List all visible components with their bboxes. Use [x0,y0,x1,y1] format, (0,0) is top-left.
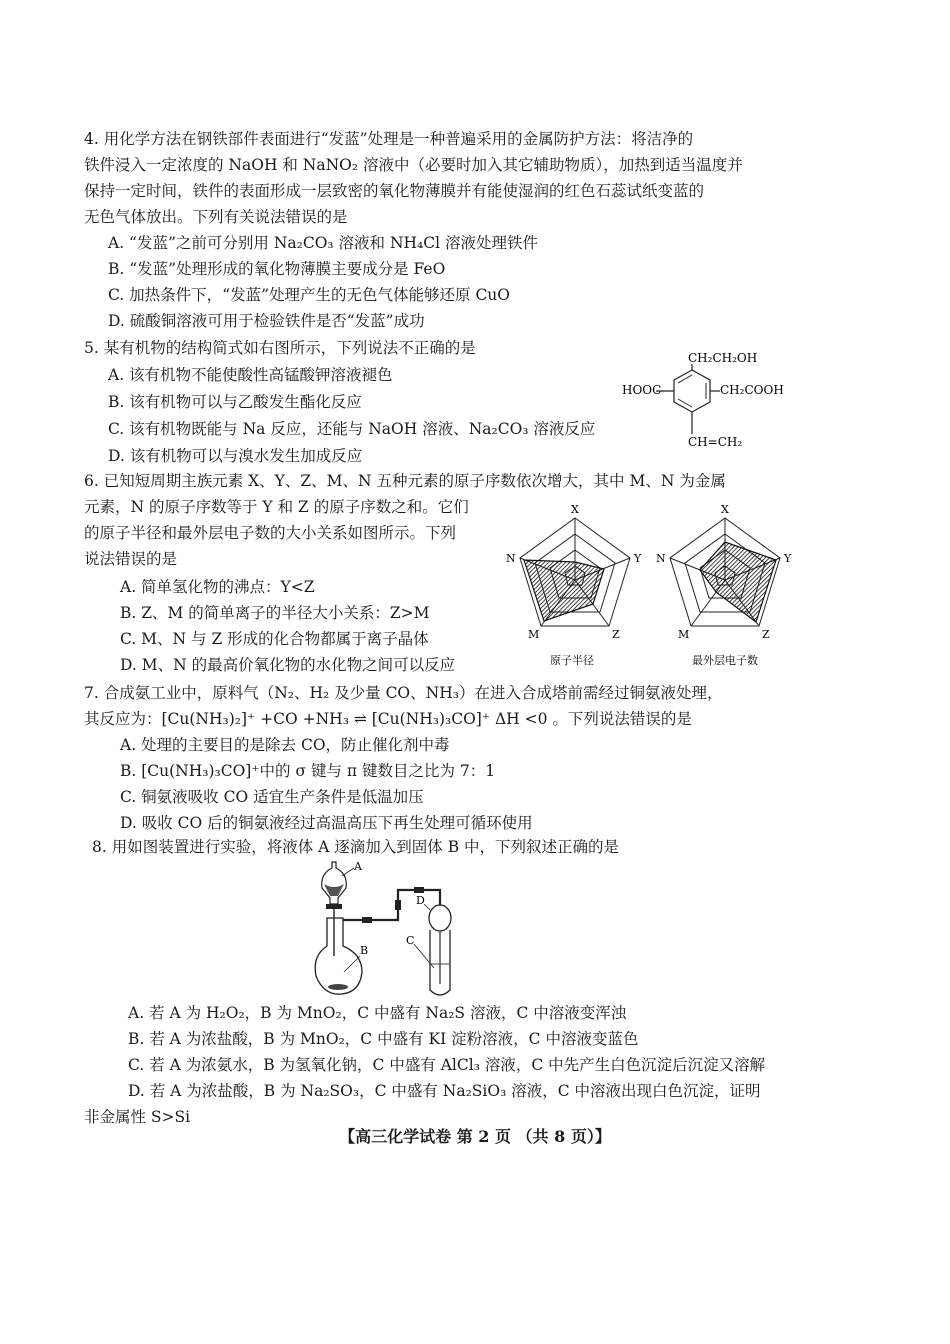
radar-label-m: M [678,628,690,641]
q6-stem-line: 元素，N 的原子序数等于 Y 和 Z 的原子序数之和。它们 [84,498,469,516]
q5-right-group: CH₂COOH [720,383,784,397]
round-bottom-flask [315,918,362,994]
q6-stem-line: 6. 已知短周期主族元素 X、Y、Z、M、N 五种元素的原子序数依次增大，其中 M、N 为金属 [84,472,726,490]
radar-label-z: Z [762,628,770,641]
radar-label-n: N [656,552,666,565]
separatory-funnel [322,862,347,904]
q6-option-c: C. M、N 与 Z 形成的化合物都属于离子晶体 [120,630,429,648]
q7-option-d: D. 吸收 CO 后的铜氨液经过高温高压下再生处理可循环使用 [120,814,533,832]
label-line-d [424,904,430,910]
q5-option-b: B. 该有机物可以与乙酸发生酯化反应 [108,393,362,411]
label-line-b [344,956,360,972]
q8-option-a: A. 若 A 为 H₂O₂，B 为 MnO₂，C 中盛有 Na₂S 溶液，C 中溶液变浑浊 [128,1004,627,1022]
q4-stem-line: 无色气体放出。下列有关说法错误的是 [84,208,348,226]
tube-connector [395,900,401,910]
q5-stem: 5. 某有机物的结构简式如右图所示，下列说法不正确的是 [84,339,476,357]
radar-label-x: X [571,503,579,516]
radar-label-z: Z [612,628,620,641]
q4-stem-line: 铁件浸入一定浓度的 NaOH 和 NaNO₂ 溶液中（必要时加入其它辅助物质），加热到适当温度并 [84,156,743,174]
bulb-d [429,905,451,931]
q4-option-d: D. 硫酸铜溶液可用于检验铁件是否“发蓝”成功 [108,312,425,330]
q6-stem-line: 说法错误的是 [84,550,178,568]
q8-option-d-continued: 非金属性 S>Si [84,1108,191,1126]
label-b: B [360,944,369,957]
radar-label-y: Y [634,552,642,565]
q5-option-d: D. 该有机物可以与溴水发生加成反应 [108,447,363,465]
q7-option-b: B. [Cu(NH₃)₃CO]⁺中的 σ 键与 π 键数目之比为 7：1 [120,762,496,780]
q5-option-a: A. 该有机物不能使酸性高锰酸钾溶液褪色 [108,366,393,384]
label-c: C [406,934,415,947]
radar-atomic-radius [506,503,642,667]
radar-valence-electrons [656,503,792,667]
radar-label-m: M [528,628,540,641]
q8-option-c: C. 若 A 为浓氨水，B 为氢氧化钠，C 中盛有 AlCl₃ 溶液，C 中先产生白色沉淀后沉淀又溶解 [128,1056,766,1074]
q7-stem-line: 7. 合成氨工业中，原料气（N₂、H₂ 及少量 CO、NH₃）在进入合成塔前需经过铜氨液处理， [84,684,723,702]
q6-option-a: A. 简单氢化物的沸点：Y<Z [120,578,315,596]
benzene-ring [674,370,710,412]
tube-connector [414,887,424,893]
q4-option-c: C. 加热条件下，“发蓝”处理产生的无色气体能够还原 CuO [108,286,510,304]
label-a: A [354,860,362,873]
label-line-c [414,944,434,968]
q4-stem-line: 保持一定时间，铁件的表面形成一层致密的氧化物薄膜并有能使湿润的红色石蕊试纸变蓝的 [84,182,705,200]
q4-stem-line: 4. 用化学方法在钢铁部件表面进行“发蓝”处理是一种普遍采用的金属防护方法：将洁净的 [84,130,694,148]
radar-caption-atomic-radius: 原子半径 [550,654,594,667]
q4-option-b: B. “发蓝”处理形成的氧化物薄膜主要成分是 FeO [108,260,446,278]
radar-caption-valence-electrons: 最外层电子数 [692,654,758,667]
q4-option-a: A. “发蓝”之前可分别用 Na₂CO₃ 溶液和 NH₄Cl 溶液处理铁件 [108,234,539,252]
q7-option-c: C. 铜氨液吸收 CO 适宜生产条件是低温加压 [120,788,424,806]
q6-option-b: B. Z、M 的简单离子的半径大小关系：Z>M [120,604,430,622]
q6-option-d: D. M、N 的最高价氧化物的水化物之间可以反应 [120,656,456,674]
tube-connector [362,917,372,923]
radar-label-x: X [721,503,729,516]
page-footer: 【高三化学试卷 第 2 页 （共 8 页）】 [339,1127,611,1146]
q7-stem-line: 其反应为：[Cu(NH₃)₂]⁺ +CO +NH₃ ⇌ [Cu(NH₃)₃CO]⁺ ΔH <0 。下列说法错误的是 [84,710,692,728]
q5-structure-diagram [620,346,790,456]
q6-radar-charts [500,500,800,672]
stopcock [326,904,342,909]
solid-b [328,984,348,990]
q5-option-c: C. 该有机物既能与 Na 反应，还能与 NaOH 溶液、Na₂CO₃ 溶液反应 [108,420,596,438]
q8-stem: 8. 用如图装置进行实验，将液体 A 逐滴加入到固体 B 中，下列叙述正确的是 [92,838,620,856]
q6-stem-line: 的原子半径和最外层电子数的大小关系如图所示。下列 [84,524,457,542]
q5-top-group: CH₂CH₂OH [688,351,758,365]
q5-bottom-group: CH=CH₂ [688,435,743,449]
q7-option-a: A. 处理的主要目的是除去 CO，防止催化剂中毒 [120,736,450,754]
q8-option-d: D. 若 A 为浓盐酸，B 为 Na₂SO₃，C 中盛有 Na₂SiO₃ 溶液，C 中溶液出现白色沉淀，证明 [128,1082,761,1100]
q8-option-b: B. 若 A 为浓盐酸，B 为 MnO₂，C 中盛有 KI 淀粉溶液，C 中溶液变蓝色 [128,1030,639,1048]
q8-apparatus-diagram [310,860,480,1000]
radar-label-n: N [506,552,516,565]
radar-data-area [700,542,776,622]
q5-left-group: HOOC [622,383,662,397]
label-d: D [416,894,425,907]
radar-label-y: Y [784,552,792,565]
label-line-a [342,868,354,876]
